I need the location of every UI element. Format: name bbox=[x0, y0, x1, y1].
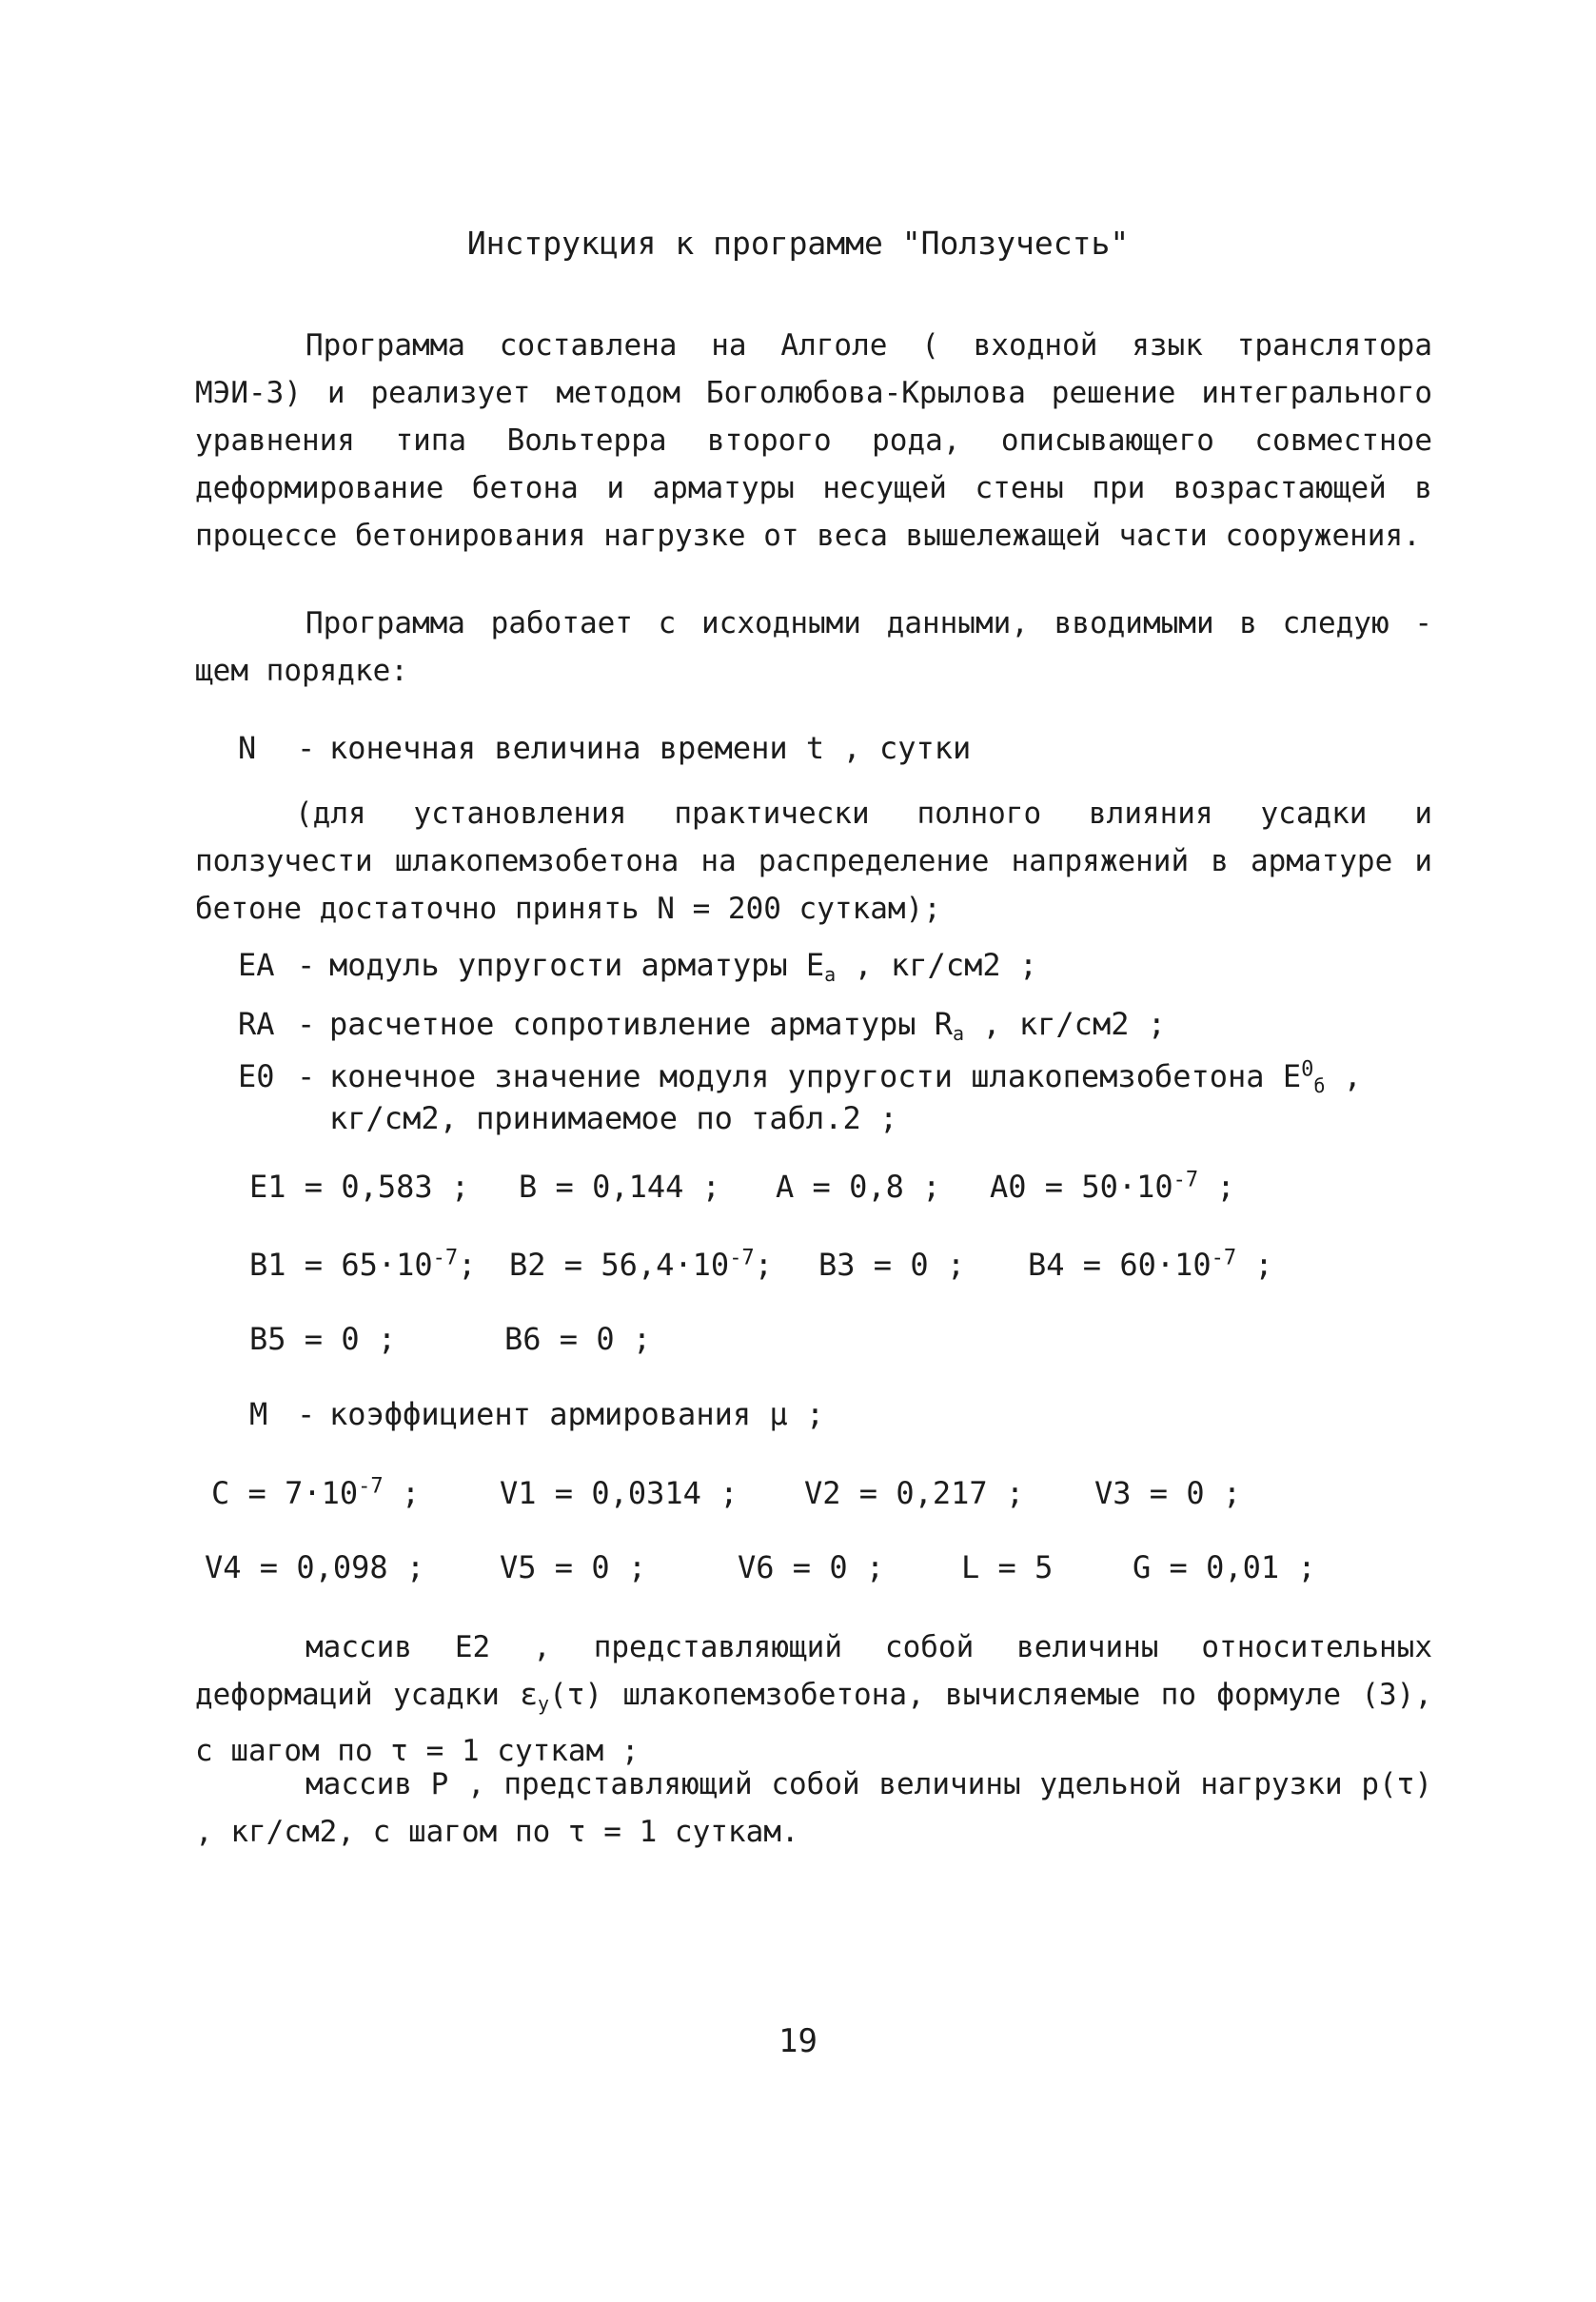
const-g: G = 0,01 ; bbox=[1133, 1549, 1316, 1585]
const-c-exp: -7 bbox=[358, 1474, 384, 1499]
const-b: B = 0,144 ; bbox=[519, 1169, 720, 1205]
const-b2-end: ; bbox=[754, 1247, 773, 1283]
const-c bbox=[211, 1475, 420, 1511]
def-ea-text: модуль упругости арматуры E bbox=[329, 947, 825, 983]
const-v2: V2 = 0,217 ; bbox=[804, 1475, 1025, 1511]
const-a0 bbox=[990, 1169, 1235, 1205]
const-b2 bbox=[509, 1247, 773, 1283]
def-e0-sup: 0 bbox=[1301, 1057, 1314, 1082]
def-n-symbol: N bbox=[238, 730, 257, 766]
const-e1: E1 = 0,583 ; bbox=[249, 1169, 470, 1205]
def-e0-line1-end: , bbox=[1325, 1058, 1362, 1094]
def-ra-text: расчетное сопротивление арматуры R bbox=[329, 1006, 954, 1042]
const-v6: V6 = 0 ; bbox=[738, 1549, 885, 1585]
const-b4-base: B4 = 60·10 bbox=[1028, 1247, 1212, 1283]
page-title: Инструкция к программе "Ползучесть" bbox=[466, 225, 1130, 262]
def-n-text: конечная величина времени t , сутки bbox=[329, 730, 972, 766]
array-e2-text: массив E2 , представляющий собой величины относительных деформаций усадки ε bbox=[195, 1630, 1432, 1712]
def-m bbox=[249, 1391, 824, 1437]
const-b4-exp: -7 bbox=[1211, 1246, 1237, 1270]
const-v5: V5 = 0 ; bbox=[500, 1549, 647, 1585]
const-b2-exp: -7 bbox=[729, 1246, 755, 1270]
const-a0-exp: -7 bbox=[1172, 1168, 1199, 1192]
intro-paragraph: Программа составлена на Алголе ( входной язык транслятора МЭИ-3) и реализует методом Боголюбова-Крылова решение интегрального уравнения типа Вольтерра второго рода, описывающего совместное деформирование бетона и арматуры несущей стены при возрастающей в процессе бетонирования нагрузке от веса вышележащей части сооружения. bbox=[195, 328, 1432, 553]
def-e0-line1: конечное значение модуля упругости шлакопемзобетона E bbox=[329, 1058, 1302, 1094]
def-ra-unit: , кг/см2 ; bbox=[964, 1006, 1166, 1042]
const-b4-end: ; bbox=[1236, 1247, 1273, 1283]
def-ra-symbol: RA bbox=[238, 1006, 275, 1042]
array-e2-sub: у bbox=[538, 1692, 550, 1715]
n-note-paragraph: (для установления практически полного влияния усадки и ползучести шлакопемзобетона на распределение напряжений в арматуре и бетоне достаточно принять N = 200 суткам); bbox=[195, 797, 1432, 926]
const-l: L = 5 bbox=[961, 1549, 1054, 1585]
def-e0-dash: - bbox=[297, 1058, 316, 1094]
const-a: A = 0,8 ; bbox=[776, 1169, 941, 1205]
def-ea-symbol: EA bbox=[238, 947, 275, 983]
const-v1: V1 = 0,0314 ; bbox=[500, 1475, 739, 1511]
def-ea bbox=[238, 942, 1037, 997]
array-p-paragraph: массив P , представляющий собой величины удельной нагрузки p(τ) , кг/см2, с шагом по τ = 1 суткам. bbox=[195, 1767, 1432, 1849]
const-b1 bbox=[249, 1247, 476, 1283]
array-e2-rest: (τ) шлакопемзобетона, вычисляемые по формуле (3), с шагом по τ = 1 суткам ; bbox=[195, 1678, 1433, 1768]
def-m-dash: - bbox=[297, 1396, 316, 1432]
def-m-symbol: M bbox=[249, 1396, 268, 1432]
def-ra bbox=[238, 1001, 1166, 1056]
const-b2-base: B2 = 56,4·10 bbox=[509, 1247, 730, 1283]
const-v3: V3 = 0 ; bbox=[1094, 1475, 1242, 1511]
def-ea-sub: a bbox=[824, 963, 837, 986]
def-e0-line2: кг/см2, принимаемое по табл.2 ; bbox=[329, 1100, 898, 1136]
const-a0-base: A0 = 50·10 bbox=[990, 1169, 1173, 1205]
def-e0-sub: б bbox=[1313, 1074, 1326, 1097]
const-b1-base: B1 = 65·10 bbox=[249, 1247, 433, 1283]
def-ra-sub: a bbox=[953, 1022, 965, 1045]
const-b4 bbox=[1028, 1247, 1273, 1283]
def-n bbox=[238, 725, 971, 771]
const-b5: B5 = 0 ; bbox=[249, 1321, 397, 1357]
array-e2-paragraph bbox=[195, 1623, 1432, 1775]
const-c-end: ; bbox=[383, 1475, 421, 1511]
order-paragraph: Программа работает с исходными данными, вводимыми в следую - щем порядке: bbox=[195, 606, 1432, 688]
def-e0 bbox=[238, 1057, 1362, 1136]
const-c-base: C = 7·10 bbox=[211, 1475, 359, 1511]
const-b3: B3 = 0 ; bbox=[818, 1247, 966, 1283]
page-number: 19 bbox=[778, 2022, 818, 2060]
def-ra-dash: - bbox=[297, 1006, 316, 1042]
const-v4: V4 = 0,098 ; bbox=[205, 1549, 425, 1585]
def-e0-symbol: E0 bbox=[238, 1058, 275, 1094]
def-m-text: коэффициент армирования μ ; bbox=[329, 1396, 825, 1432]
const-a0-end: ; bbox=[1198, 1169, 1235, 1205]
def-ea-dash: - bbox=[297, 947, 316, 983]
def-n-dash: - bbox=[297, 730, 316, 766]
const-b1-exp: -7 bbox=[432, 1246, 459, 1270]
const-b1-end: ; bbox=[458, 1247, 477, 1283]
const-b6: B6 = 0 ; bbox=[504, 1321, 652, 1357]
def-ea-unit: , кг/см2 ; bbox=[836, 947, 1038, 983]
